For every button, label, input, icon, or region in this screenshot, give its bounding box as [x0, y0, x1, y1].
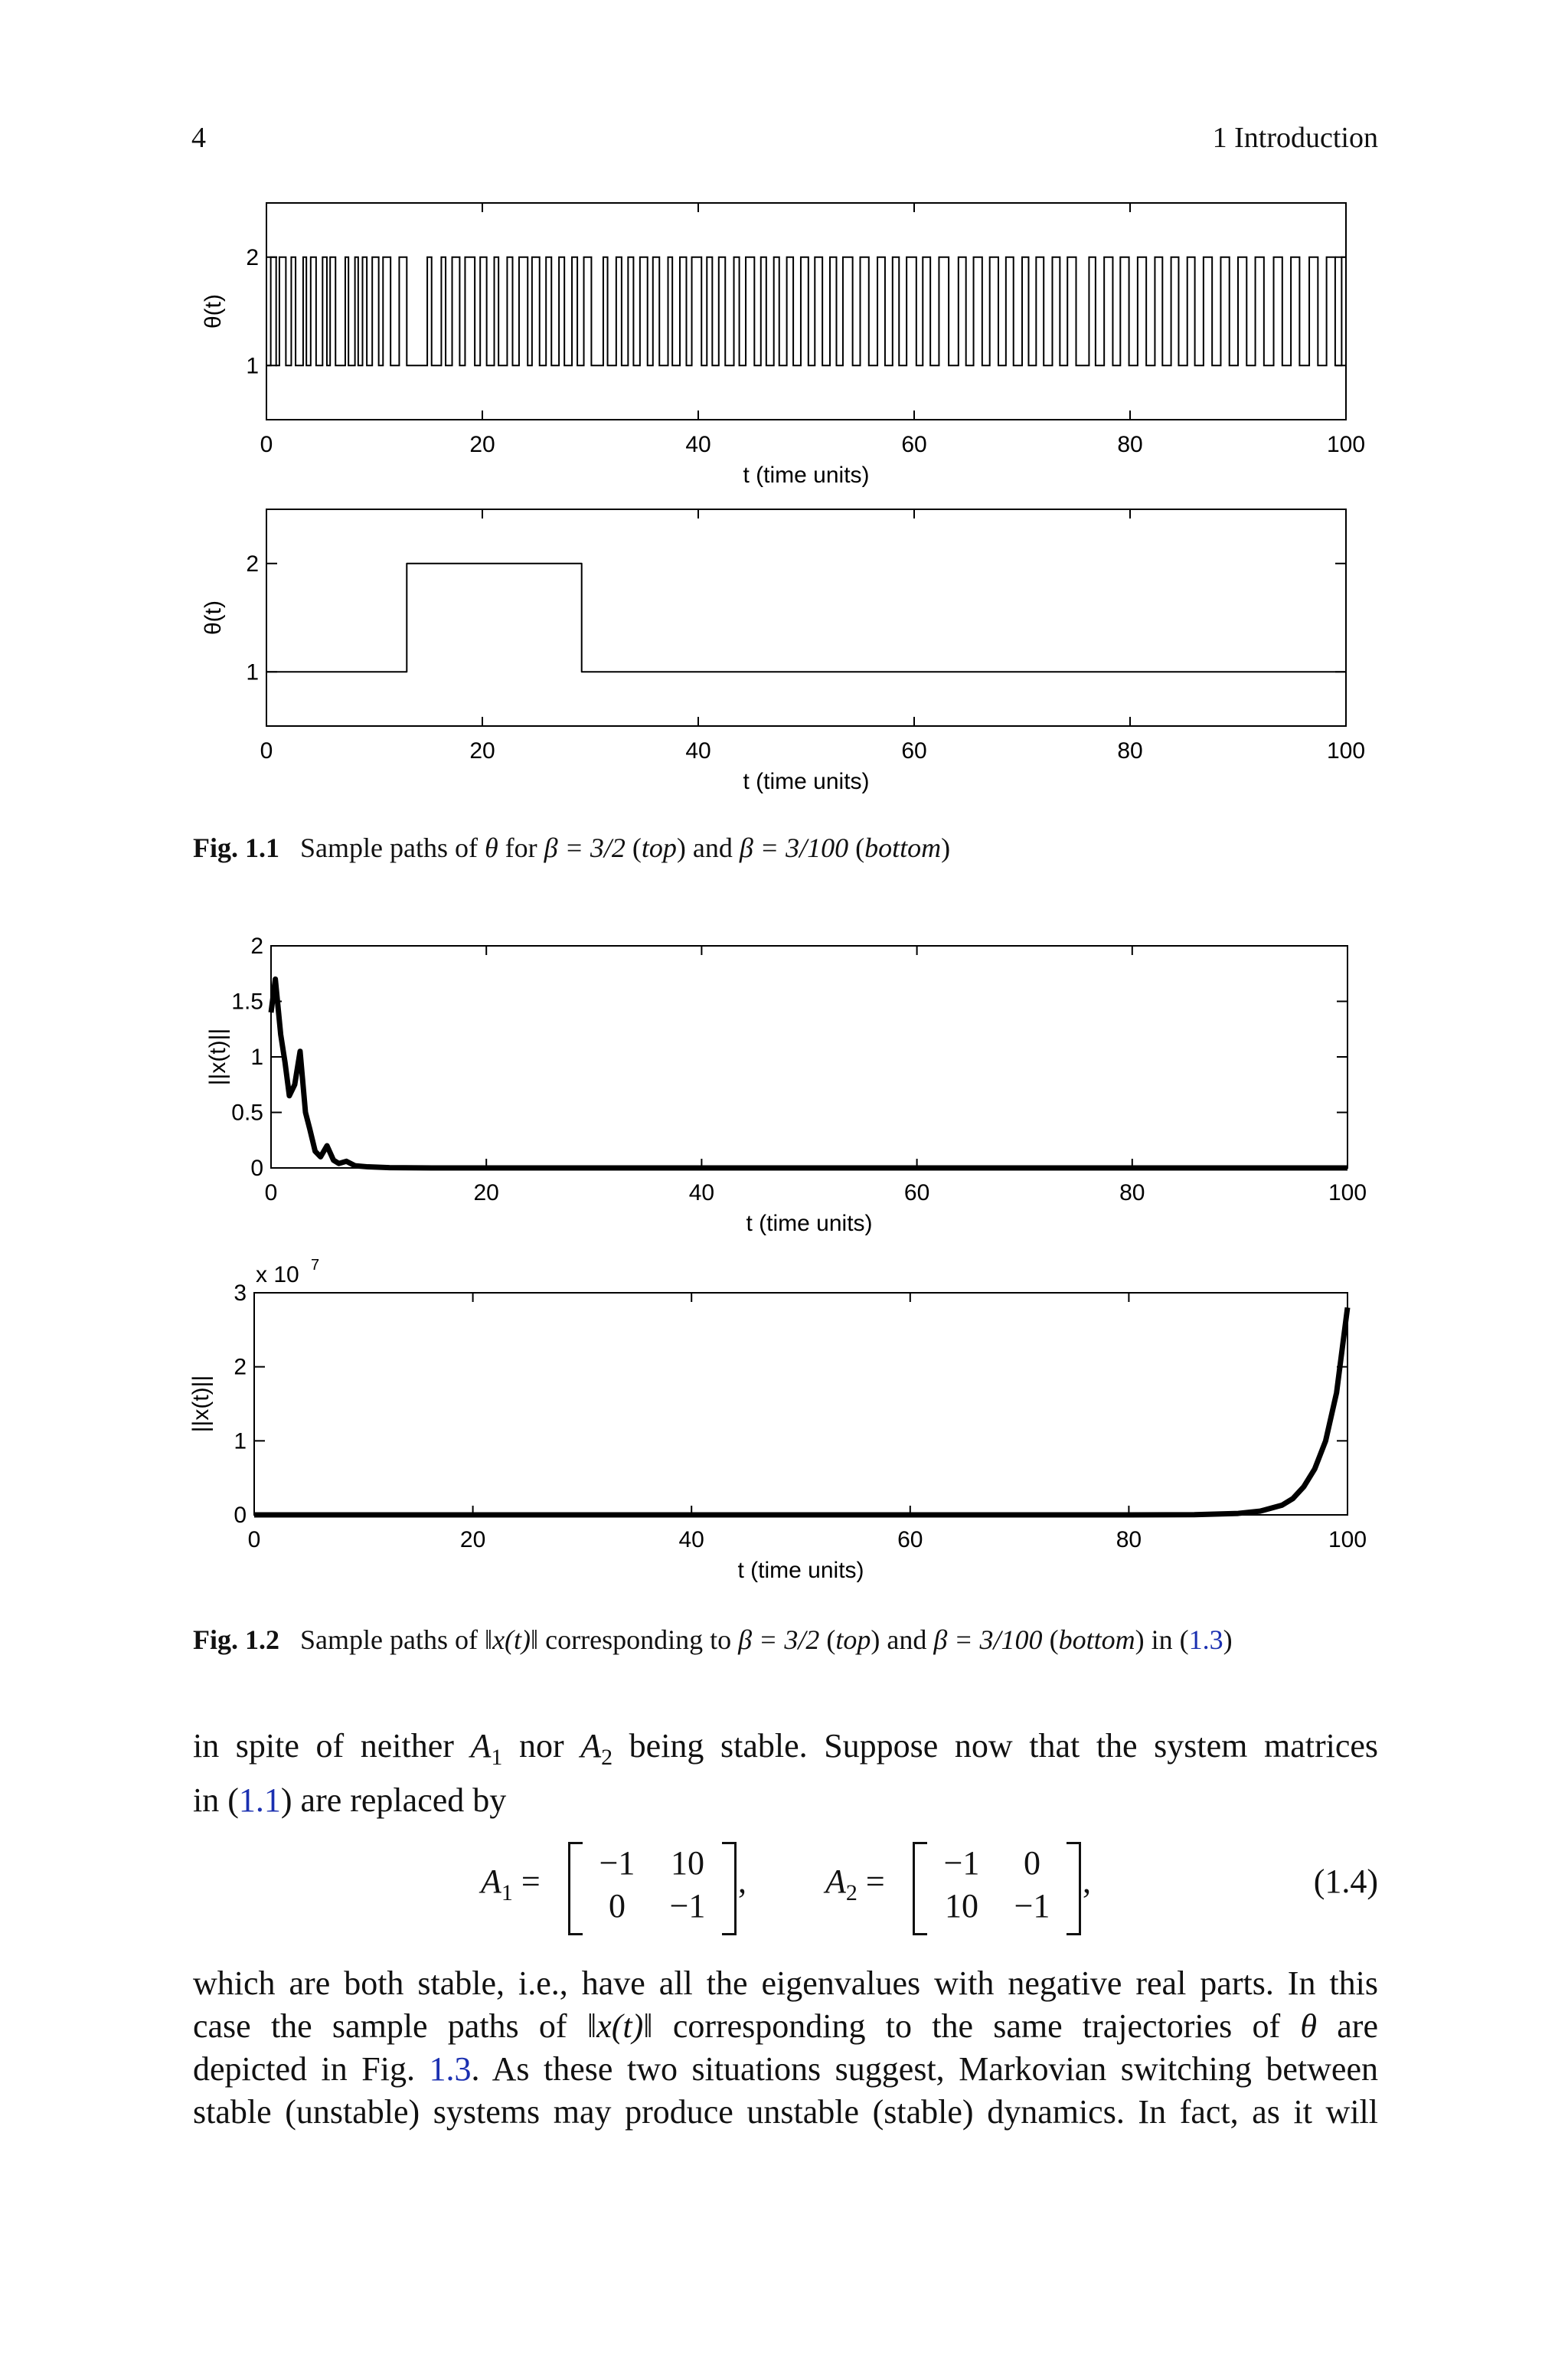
x-tick-label: 20 — [469, 738, 495, 764]
y-axis-label: θ(t) — [201, 600, 226, 635]
matrix-cell: −1 — [1014, 1887, 1050, 1925]
matrix-a2 — [913, 1842, 1081, 1931]
y-tick-label: 1.5 — [231, 989, 263, 1015]
matrix-cell: 0 — [609, 1887, 626, 1925]
y-tick-label: 1 — [246, 659, 259, 685]
chart-theta-bottom — [201, 509, 1365, 794]
y-axis-label: ||x(t)|| — [205, 1028, 230, 1086]
matrix-a1-label: $A_1$ = — [481, 1863, 541, 1905]
equation-comma: , — [1083, 1863, 1091, 1900]
bracket-left — [568, 1842, 583, 1935]
caption-bottom: bottom — [1058, 1624, 1135, 1655]
x-tick-label: 60 — [897, 1527, 923, 1552]
caption-text: corresponding to — [538, 1624, 739, 1655]
matrix-cell: −1 — [599, 1844, 635, 1882]
bracket-right — [722, 1842, 737, 1935]
y-tick-label: 2 — [246, 551, 259, 577]
text-line: which are both stable, i.e., have all the eigenvalues with negative real parts. In this — [193, 1964, 1378, 2002]
matrix-cell: −1 — [943, 1844, 980, 1882]
paragraph-2 — [193, 1962, 1378, 2134]
y-scale-exponent: 7 — [311, 1257, 320, 1274]
x-tick-label: 40 — [678, 1527, 704, 1552]
series-line — [271, 980, 1348, 1169]
norm-symbol: ‖x(t)‖ — [586, 2007, 653, 2045]
caption-beta: β = 3/2 — [738, 1624, 820, 1655]
y-axis-label: θ(t) — [201, 294, 226, 329]
caption-text: Sample paths of — [300, 832, 485, 863]
y-tick-label: 1 — [234, 1428, 247, 1454]
y-axis-label: ||x(t)|| — [188, 1375, 214, 1433]
caption-text: for — [498, 832, 544, 863]
matrix-cell: 10 — [945, 1887, 978, 1925]
x-tick-label: 0 — [247, 1527, 261, 1552]
plot-frame — [271, 946, 1348, 1168]
text-line: in (1.1) are replaced by — [193, 1781, 507, 1819]
x-tick-label: 40 — [688, 1180, 715, 1205]
y-tick-label: 0.5 — [231, 1100, 263, 1126]
series-line — [266, 257, 1346, 366]
x-axis-label: t (time units) — [743, 463, 870, 488]
caption-text: and — [880, 1624, 934, 1655]
bracket-left — [913, 1842, 927, 1935]
x-tick-label: 0 — [260, 432, 273, 457]
matrix-cell: 0 — [1024, 1844, 1040, 1882]
figure-1-1 — [184, 184, 1409, 812]
text-line: stable (unstable) systems may produce unstable (stable) dynamics. In fact, as it will — [193, 2093, 1378, 2131]
y-tick-label: 2 — [246, 244, 259, 270]
chart-norm-top — [205, 934, 1367, 1236]
theta-symbol: θ — [1300, 2007, 1318, 2045]
y-tick-label: 1 — [250, 1045, 263, 1070]
text-line: case the sample paths of ‖x(t)‖ corresponding to the same trajectories of θ are — [193, 2007, 1378, 2045]
matrix-symbol: A — [580, 1727, 602, 1765]
caption-beta: β = 3/100 — [933, 1624, 1043, 1655]
caption-text: and — [685, 832, 740, 863]
caption-norm: ‖x(t)‖ — [484, 1624, 539, 1655]
equation-number: (1.4) — [1313, 1863, 1378, 1900]
figure-1-1-caption: Fig. 1.1 Sample paths of θ for β = 3/2 (top) and β = 3/100 (bottom) — [193, 832, 951, 863]
chart-theta-top — [201, 203, 1365, 488]
matrix-cell: −1 — [669, 1887, 706, 1925]
x-tick-label: 0 — [264, 1180, 278, 1205]
equation-link[interactable]: 1.3 — [1188, 1624, 1223, 1655]
y-tick-label: 0 — [234, 1503, 247, 1528]
chart-norm-bottom — [188, 1257, 1367, 1583]
x-tick-label: 20 — [459, 1527, 486, 1552]
text-line: depicted in Fig. 1.3. As these two situations suggest, Markovian switching between — [193, 2050, 1378, 2088]
series-line — [266, 564, 1346, 672]
y-tick-label: 2 — [250, 934, 263, 959]
equation-link[interactable]: 1.1 — [238, 1781, 281, 1819]
running-head: 1 Introduction — [1212, 122, 1378, 154]
x-tick-label: 60 — [903, 1180, 930, 1205]
caption-top: top — [835, 1624, 871, 1655]
figure-label: Fig. 1.1 — [193, 832, 279, 863]
x-tick-label: 40 — [685, 738, 711, 764]
x-axis-label: t (time units) — [743, 769, 870, 794]
x-tick-label: 20 — [469, 432, 495, 457]
caption-text: Sample paths of — [300, 1624, 485, 1655]
plot-frame — [254, 1293, 1348, 1515]
x-tick-label: 100 — [1326, 432, 1366, 457]
y-tick-label: 2 — [234, 1354, 247, 1380]
x-tick-label: 100 — [1328, 1180, 1367, 1205]
caption-theta: θ — [484, 832, 498, 863]
matrix-cell: 10 — [671, 1844, 704, 1882]
x-tick-label: 80 — [1119, 1180, 1145, 1205]
caption-top: top — [641, 832, 677, 863]
x-tick-label: 0 — [260, 738, 273, 764]
equation-1-4 — [193, 1834, 1378, 1938]
equation-comma: , — [738, 1863, 746, 1900]
caption-bottom: bottom — [864, 832, 942, 863]
x-tick-label: 40 — [685, 432, 711, 457]
x-axis-label: t (time units) — [737, 1558, 864, 1583]
caption-beta: β = 3/2 — [544, 832, 626, 863]
x-tick-label: 100 — [1328, 1527, 1367, 1552]
text-line: in spite of neither $A_1$ nor $A_2$ being stable. Suppose now that the system matrices — [193, 1727, 1379, 1770]
y-scale-label: x 10 — [256, 1262, 299, 1287]
caption-text: ) — [1223, 1624, 1233, 1655]
y-tick-label: 0 — [250, 1156, 263, 1181]
matrix-symbol: A — [470, 1727, 492, 1765]
x-tick-label: 60 — [901, 432, 927, 457]
y-tick-label: 1 — [246, 353, 259, 379]
y-tick-label: 3 — [234, 1281, 247, 1306]
page-number: 4 — [191, 122, 206, 154]
caption-beta: β = 3/100 — [739, 832, 849, 863]
bracket-right — [1067, 1842, 1081, 1935]
x-tick-label: 100 — [1326, 738, 1366, 764]
x-tick-label: 80 — [1116, 1527, 1142, 1552]
plot-frame — [266, 203, 1346, 420]
figure-link[interactable]: 1.3 — [429, 2050, 472, 2088]
x-tick-label: 80 — [1117, 432, 1143, 457]
plot-frame — [266, 509, 1346, 726]
paragraph-1 — [193, 1725, 1378, 1822]
series-line — [254, 1307, 1348, 1515]
figure-label: Fig. 1.2 — [193, 1624, 279, 1655]
matrix-a2-label: $A_2$ = — [825, 1863, 885, 1905]
x-tick-label: 80 — [1117, 738, 1143, 764]
x-tick-label: 60 — [901, 738, 927, 764]
matrix-a1 — [568, 1842, 737, 1931]
x-axis-label: t (time units) — [746, 1211, 873, 1236]
x-tick-label: 20 — [473, 1180, 499, 1205]
figure-1-2 — [184, 927, 1409, 1601]
caption-text: in ( — [1144, 1624, 1189, 1655]
figure-1-2-caption: Fig. 1.2 Sample paths of ‖x(t)‖ corresponding to β = 3/2 (top) and β = 3/100 (bottom) in (1.3) — [193, 1624, 1233, 1655]
